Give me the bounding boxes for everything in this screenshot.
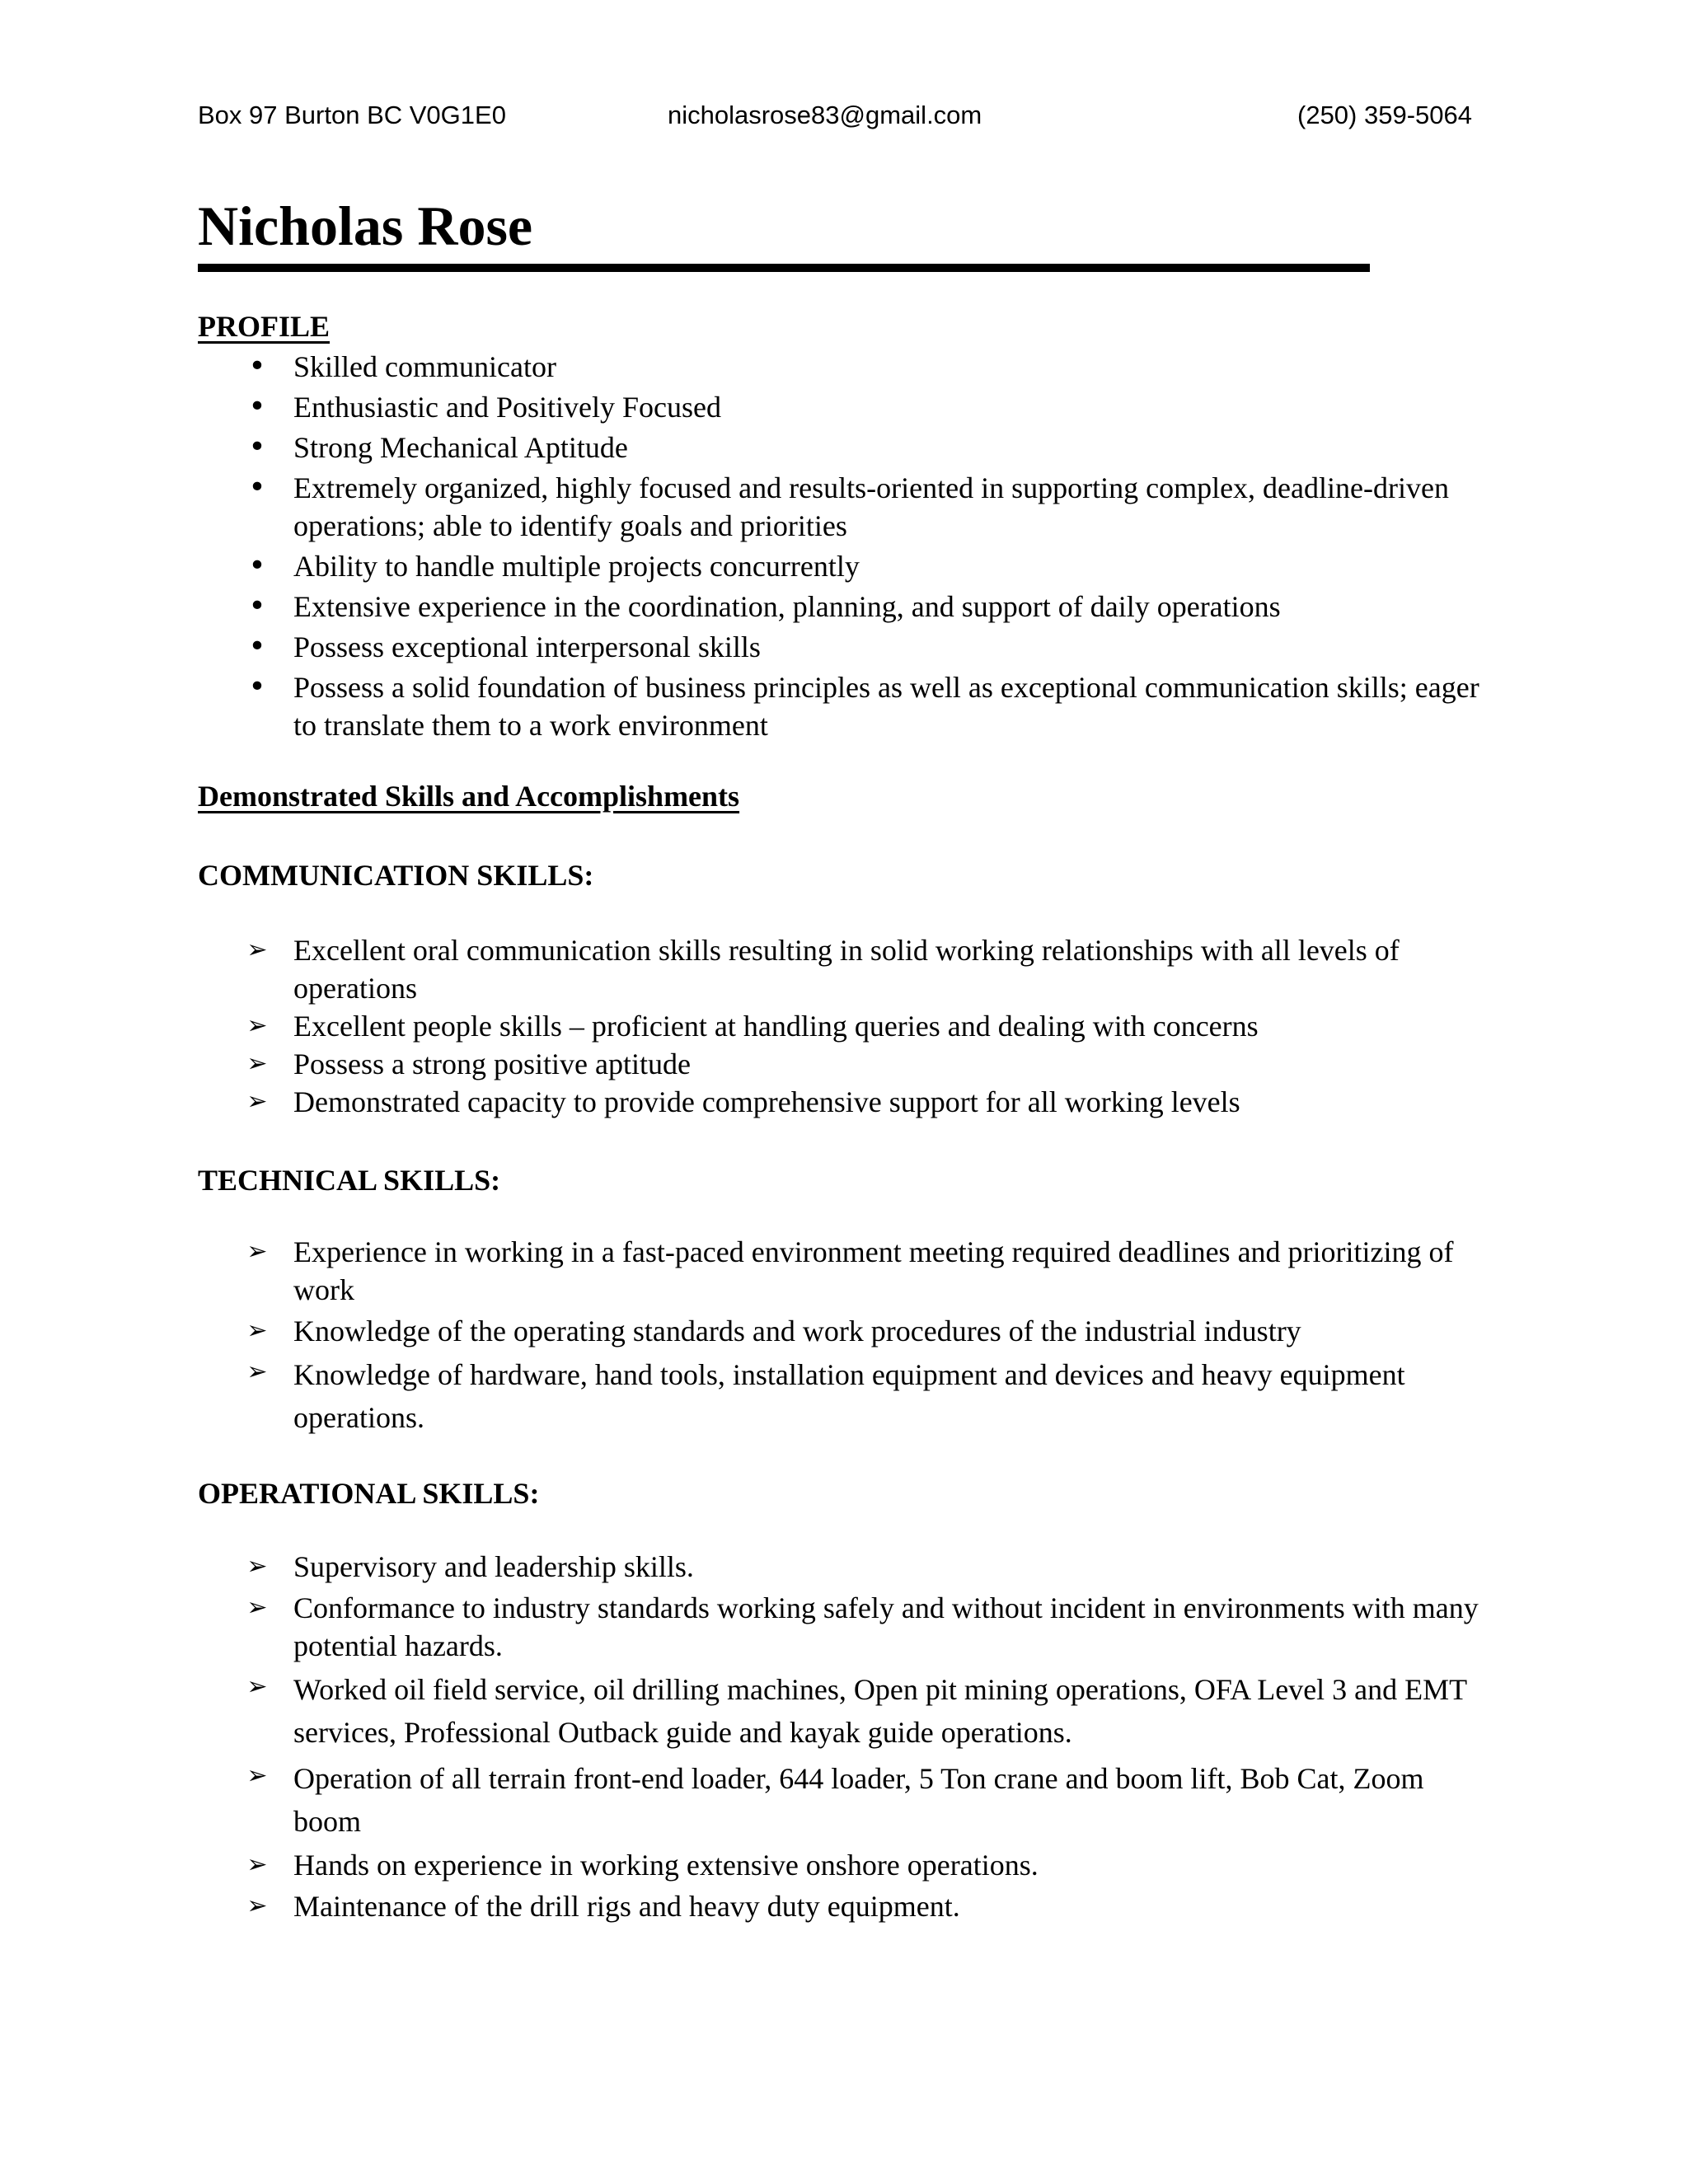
bullet-dot-icon: • <box>248 349 266 383</box>
list-item: • Enthusiastic and Positively Focused <box>0 388 1480 426</box>
communication-heading: COMMUNICATION SKILLS: <box>198 859 594 892</box>
operational-list <box>0 1548 1480 1929</box>
list-item: ➢ Experience in working in a fast-paced environment meeting required deadlines and prioritizing of work <box>0 1233 1480 1309</box>
list-item: ➢ Conformance to industry standards working safely and without incident in environments with many potential hazards. <box>0 1589 1480 1665</box>
list-item: ➢ Knowledge of the operating standards and work procedures of the industrial industry <box>0 1312 1480 1350</box>
arrow-bullet-icon: ➢ <box>246 1552 268 1581</box>
arrow-bullet-icon: ➢ <box>246 1237 268 1266</box>
list-item: ➢ Demonstrated capacity to provide comprehensive support for all working levels <box>0 1083 1480 1121</box>
arrow-bullet-icon: ➢ <box>246 1672 268 1701</box>
bullet-dot-icon: • <box>248 549 266 583</box>
arrow-bullet-icon: ➢ <box>246 1357 268 1386</box>
profile-heading: PROFILE <box>198 310 331 343</box>
list-item: ➢ Maintenance of the drill rigs and heavy duty equipment. <box>0 1887 1480 1925</box>
list-item: ➢ Excellent people skills – proficient at handling queries and dealing with concerns <box>0 1007 1480 1045</box>
arrow-bullet-icon: ➢ <box>246 1891 268 1920</box>
skills-heading: Demonstrated Skills and Accomplishments <box>198 780 740 813</box>
profile-list <box>0 348 1480 747</box>
page-title: Nicholas Rose <box>198 194 533 257</box>
list-item: • Skilled communicator <box>0 348 1480 386</box>
arrow-bullet-icon: ➢ <box>246 1316 268 1345</box>
list-item: ➢ Knowledge of hardware, hand tools, installation equipment and devices and heavy equipment operations. <box>0 1353 1480 1439</box>
list-item: ➢ Worked oil field service, oil drilling machines, Open pit mining operations, OFA Level 3 and EMT services, Professional Outback guide and kayak guide operations. <box>0 1668 1480 1754</box>
list-item: • Strong Mechanical Aptitude <box>0 429 1480 466</box>
list-item: • Extremely organized, highly focused and results-oriented in supporting complex, deadline-driven operations; able to identify goals and priorities <box>0 469 1480 545</box>
operational-heading: OPERATIONAL SKILLS: <box>198 1477 540 1510</box>
title-rule <box>198 264 1370 272</box>
arrow-bullet-icon: ➢ <box>246 1049 268 1078</box>
bullet-dot-icon: • <box>248 430 266 464</box>
contact-header <box>198 97 1472 134</box>
arrow-bullet-icon: ➢ <box>246 1761 268 1790</box>
arrow-bullet-icon: ➢ <box>246 1011 268 1040</box>
bullet-dot-icon: • <box>248 670 266 704</box>
list-item: • Possess a solid foundation of business principles as well as exceptional communication skills; eager to translate them to a work environment <box>0 668 1480 744</box>
list-item: • Ability to handle multiple projects concurrently <box>0 547 1480 585</box>
list-item: ➢ Possess a strong positive aptitude <box>0 1045 1480 1083</box>
technical-list <box>0 1233 1480 1442</box>
communication-list <box>0 931 1480 1121</box>
technical-heading: TECHNICAL SKILLS: <box>198 1164 501 1197</box>
list-item: • Possess exceptional interpersonal skills <box>0 628 1480 666</box>
phone-number: (250) 359-5064 <box>1297 101 1472 129</box>
list-item: ➢ Excellent oral communication skills resulting in solid working relationships with all levels of operations <box>0 931 1480 1007</box>
arrow-bullet-icon: ➢ <box>246 1593 268 1622</box>
email-address: nicholasrose83@gmail.com <box>668 101 982 129</box>
bullet-dot-icon: • <box>248 471 266 504</box>
arrow-bullet-icon: ➢ <box>246 1087 268 1116</box>
list-item: ➢ Operation of all terrain front-end loader, 644 loader, 5 Ton crane and boom lift, Bob Cat, Zoom boom <box>0 1757 1480 1843</box>
list-item: ➢ Supervisory and leadership skills. <box>0 1548 1480 1586</box>
arrow-bullet-icon: ➢ <box>246 935 268 964</box>
address: Box 97 Burton BC V0G1E0 <box>198 101 506 129</box>
bullet-dot-icon: • <box>248 589 266 623</box>
arrow-bullet-icon: ➢ <box>246 1850 268 1879</box>
bullet-dot-icon: • <box>248 630 266 663</box>
bullet-dot-icon: • <box>248 390 266 424</box>
list-item: • Extensive experience in the coordination, planning, and support of daily operations <box>0 588 1480 626</box>
list-item: ➢ Hands on experience in working extensive onshore operations. <box>0 1846 1480 1884</box>
